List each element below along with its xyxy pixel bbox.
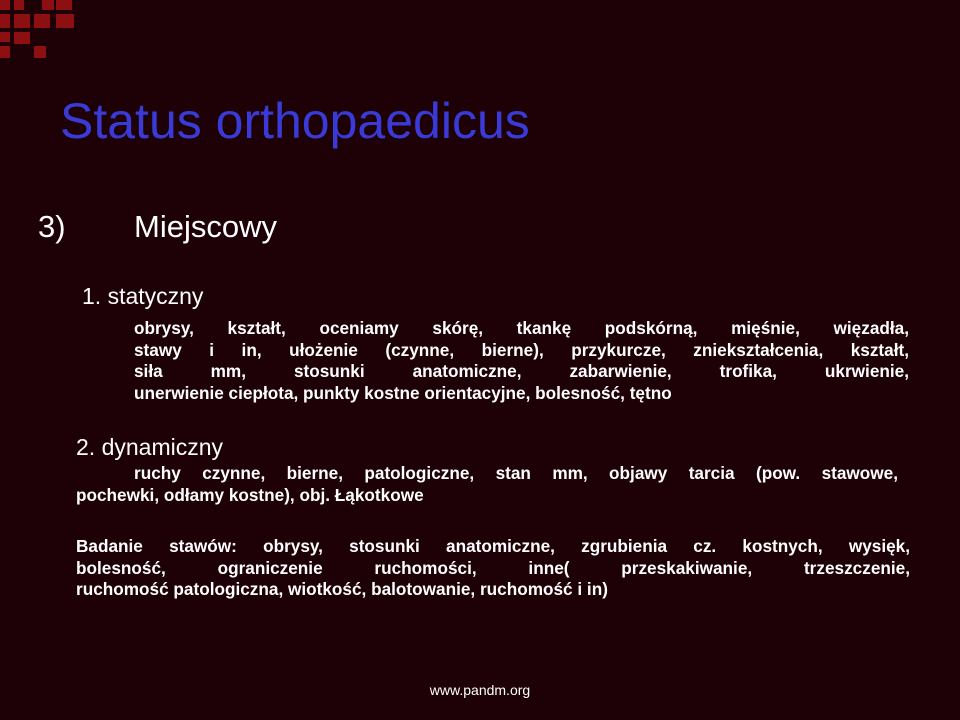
static-subheading: 1. statyczny <box>82 283 204 309</box>
corner-decoration <box>0 0 80 64</box>
dynamic-line-2: pochewki, odłamy kostne), obj. Łąkotkowe <box>76 484 424 505</box>
section-heading <box>38 209 277 245</box>
slide-title: Status orthopaedicus <box>60 93 530 149</box>
static-line-3: siła mm, stosunki anatomiczne, zabarwienie, trofika, ukrwienie, <box>134 361 909 381</box>
footer-url: www.pandm.org <box>429 682 531 698</box>
static-line-4: unerwienie ciepłota, punkty kostne orientacyjne, bolesność, tętno <box>134 382 672 403</box>
static-line-1: obrysy, kształt, oceniamy skórę, tkankę podskórną, mięśnie, więzadła, <box>134 318 909 338</box>
joint-examination <box>76 536 910 601</box>
dynamic-description <box>76 463 898 506</box>
dynamic-line-1: ruchy czynne, bierne, patologiczne, stan mm, objawy tarcia (pow. stawowe, <box>134 463 898 483</box>
static-line-2: stawy i in, ułożenie (czynne, bierne), przykurcze, zniekształcenia, kształt, <box>134 339 909 360</box>
dynamic-subheading: 2. dynamiczny <box>76 434 224 460</box>
joints-line-1: Badanie stawów: obrysy, stosunki anatomiczne, zgrubienia cz. kostnych, wysięk, <box>76 536 910 556</box>
static-description <box>134 318 909 404</box>
joints-line-3: ruchomość patologiczna, wiotkość, balotowanie, ruchomość i in) <box>76 579 608 599</box>
section-number: 3) <box>38 209 66 244</box>
section-heading-text: Miejscowy <box>134 209 277 244</box>
joints-line-2: bolesność, ograniczenie ruchomości, inne( przeskakiwanie, trzeszczenie, <box>76 557 910 578</box>
